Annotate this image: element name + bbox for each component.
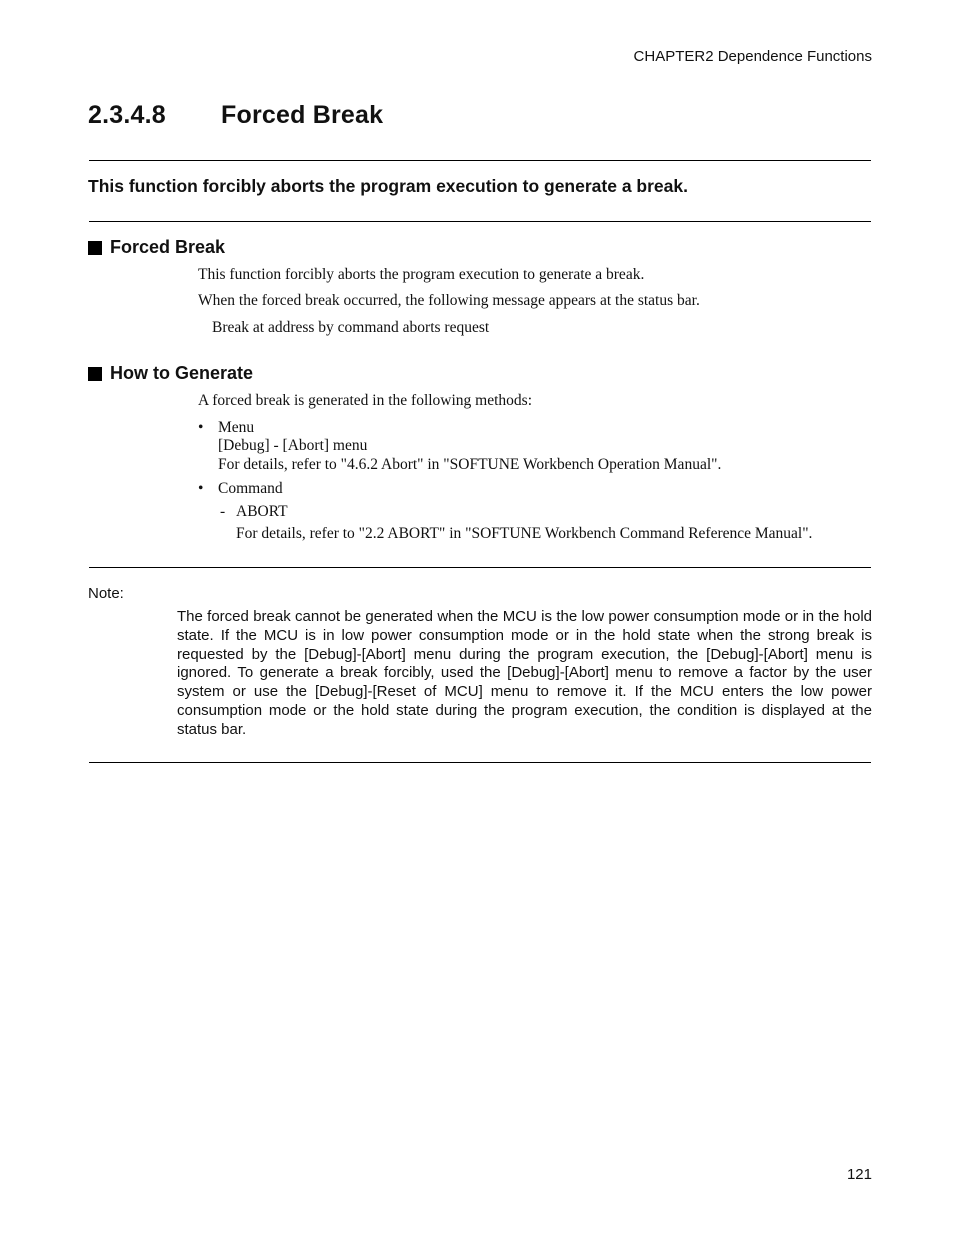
command-name: ABORT <box>236 503 288 520</box>
list-item-label: Command <box>218 480 283 497</box>
list-item-label: Menu <box>218 419 255 436</box>
how-to-generate-intro: A forced break is generated in the following methods: <box>198 392 533 409</box>
list-item-command <box>198 479 283 498</box>
divider-note-top <box>89 567 871 568</box>
subheading-text: Forced Break <box>110 237 226 257</box>
note-text: The forced break cannot be generated when the MCU is the low power consumption mode or in the hold state. If the MCU is in low power consumption mode or in the hold state when the strong break is requested by the [Debug]-[Abort] menu during the program execution, the [Debug]-[Abort] menu is ignored. To generate a break forcibly, used the [Debug]-[Abort] menu to remove a factor by the user system or use the [Debug]-[Reset of MCU] menu to remove it. If the MCU enters the low power consumption mode or the hold state during the program execution, the condition is displayed at the status bar. <box>177 608 872 738</box>
menu-path: [Debug] - [Abort] menu <box>218 437 368 454</box>
divider-summary <box>89 221 871 222</box>
bullet-icon: • <box>198 480 204 497</box>
forced-break-para-1: This function forcibly aborts the program execution to generate a break. <box>198 266 645 283</box>
square-bullet-icon <box>88 241 102 255</box>
running-head: CHAPTER2 Dependence Functions <box>633 48 872 65</box>
command-item <box>220 502 288 521</box>
subheading-forced-break <box>88 237 225 258</box>
bullet-icon: • <box>198 419 204 436</box>
square-bullet-icon <box>88 367 102 381</box>
page-number: 121 <box>846 1166 872 1183</box>
list-item-menu <box>198 418 254 437</box>
menu-reference: For details, refer to "4.6.2 Abort" in "SOFTUNE Workbench Operation Manual". <box>218 456 722 473</box>
command-reference: For details, refer to "2.2 ABORT" in "SOFTUNE Workbench Command Reference Manual". <box>236 525 813 542</box>
section-number: 2.3.4.8 <box>88 101 166 129</box>
note-label: Note: <box>88 585 124 602</box>
subheading-how-to-generate <box>88 363 253 384</box>
dash-icon: - <box>220 503 226 520</box>
subheading-text: How to Generate <box>110 363 254 383</box>
forced-break-para-2: When the forced break occurred, the following message appears at the status bar. <box>198 292 700 309</box>
status-bar-message: Break at address by command aborts request <box>212 319 490 336</box>
divider-note-bottom <box>89 762 871 763</box>
divider-top <box>89 160 871 161</box>
section-title-text: Forced Break <box>221 101 384 129</box>
section-title <box>88 101 383 130</box>
section-summary: This function forcibly aborts the program execution to generate a break. <box>88 176 688 196</box>
